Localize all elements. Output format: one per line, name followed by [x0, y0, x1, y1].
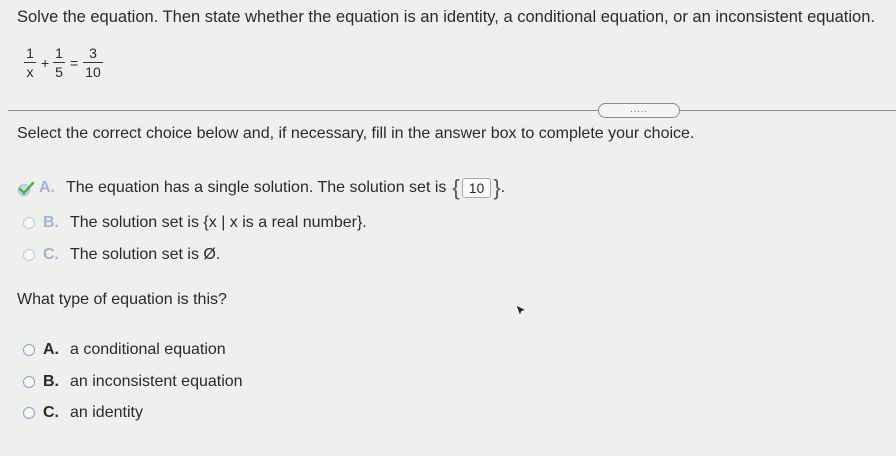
radio-button[interactable]	[23, 407, 35, 419]
denominator: 5	[55, 64, 63, 80]
plus-sign: +	[41, 55, 50, 71]
answer-input[interactable]: 10	[462, 178, 492, 198]
choice-text: a conditional equation	[70, 341, 226, 358]
choice-letter: C.	[43, 246, 59, 263]
choice-letter: C.	[43, 404, 59, 421]
close-brace: }	[493, 175, 501, 200]
part2-choice-b[interactable]	[23, 373, 243, 391]
choice-letter: B.	[43, 373, 59, 390]
equals-sign: =	[70, 55, 79, 71]
question-text: Solve the equation. Then state whether the equation is an identity, a conditional equation, or an inconsistent equation.	[17, 8, 875, 26]
mouse-cursor-icon	[514, 304, 528, 323]
denominator: 10	[85, 64, 101, 80]
fraction-1-over-x	[24, 45, 36, 80]
part2-choice-c[interactable]	[23, 404, 143, 422]
choice-text: The solution set is Ø.	[70, 246, 221, 263]
radio-button[interactable]	[23, 217, 35, 229]
open-brace: {	[452, 175, 460, 200]
choice-text: an identity	[70, 404, 143, 421]
part1-choice-a[interactable]	[17, 175, 506, 200]
section-divider	[8, 110, 896, 111]
choice-letter: B.	[43, 214, 59, 231]
part2-question: What type of equation is this?	[17, 291, 227, 308]
choice-text: The solution set is {x | x is a real number}.	[70, 214, 367, 231]
part1-choice-c[interactable]	[23, 246, 220, 264]
numerator: 3	[89, 45, 97, 61]
checkmark-icon	[17, 181, 33, 195]
choice-text: The equation has a single solution. The solution set is	[66, 179, 447, 196]
instruction-text: Select the correct choice below and, if necessary, fill in the answer box to complete your choice.	[17, 125, 695, 142]
numerator: 1	[26, 45, 34, 61]
choice-text: an inconsistent equation	[70, 373, 243, 390]
part1-choice-b[interactable]	[23, 214, 367, 232]
choice-letter: A.	[39, 179, 55, 196]
more-options-button[interactable]: .....	[598, 103, 680, 118]
part2-choice-a[interactable]	[23, 341, 226, 359]
radio-button[interactable]	[23, 249, 35, 261]
radio-button[interactable]	[23, 376, 35, 388]
choice-letter: A.	[43, 341, 59, 358]
fraction-1-over-5	[53, 45, 65, 80]
period: .	[500, 179, 506, 196]
denominator: x	[26, 64, 34, 80]
fraction-3-over-10	[83, 45, 103, 80]
numerator: 1	[55, 45, 63, 61]
radio-button[interactable]	[23, 344, 35, 356]
